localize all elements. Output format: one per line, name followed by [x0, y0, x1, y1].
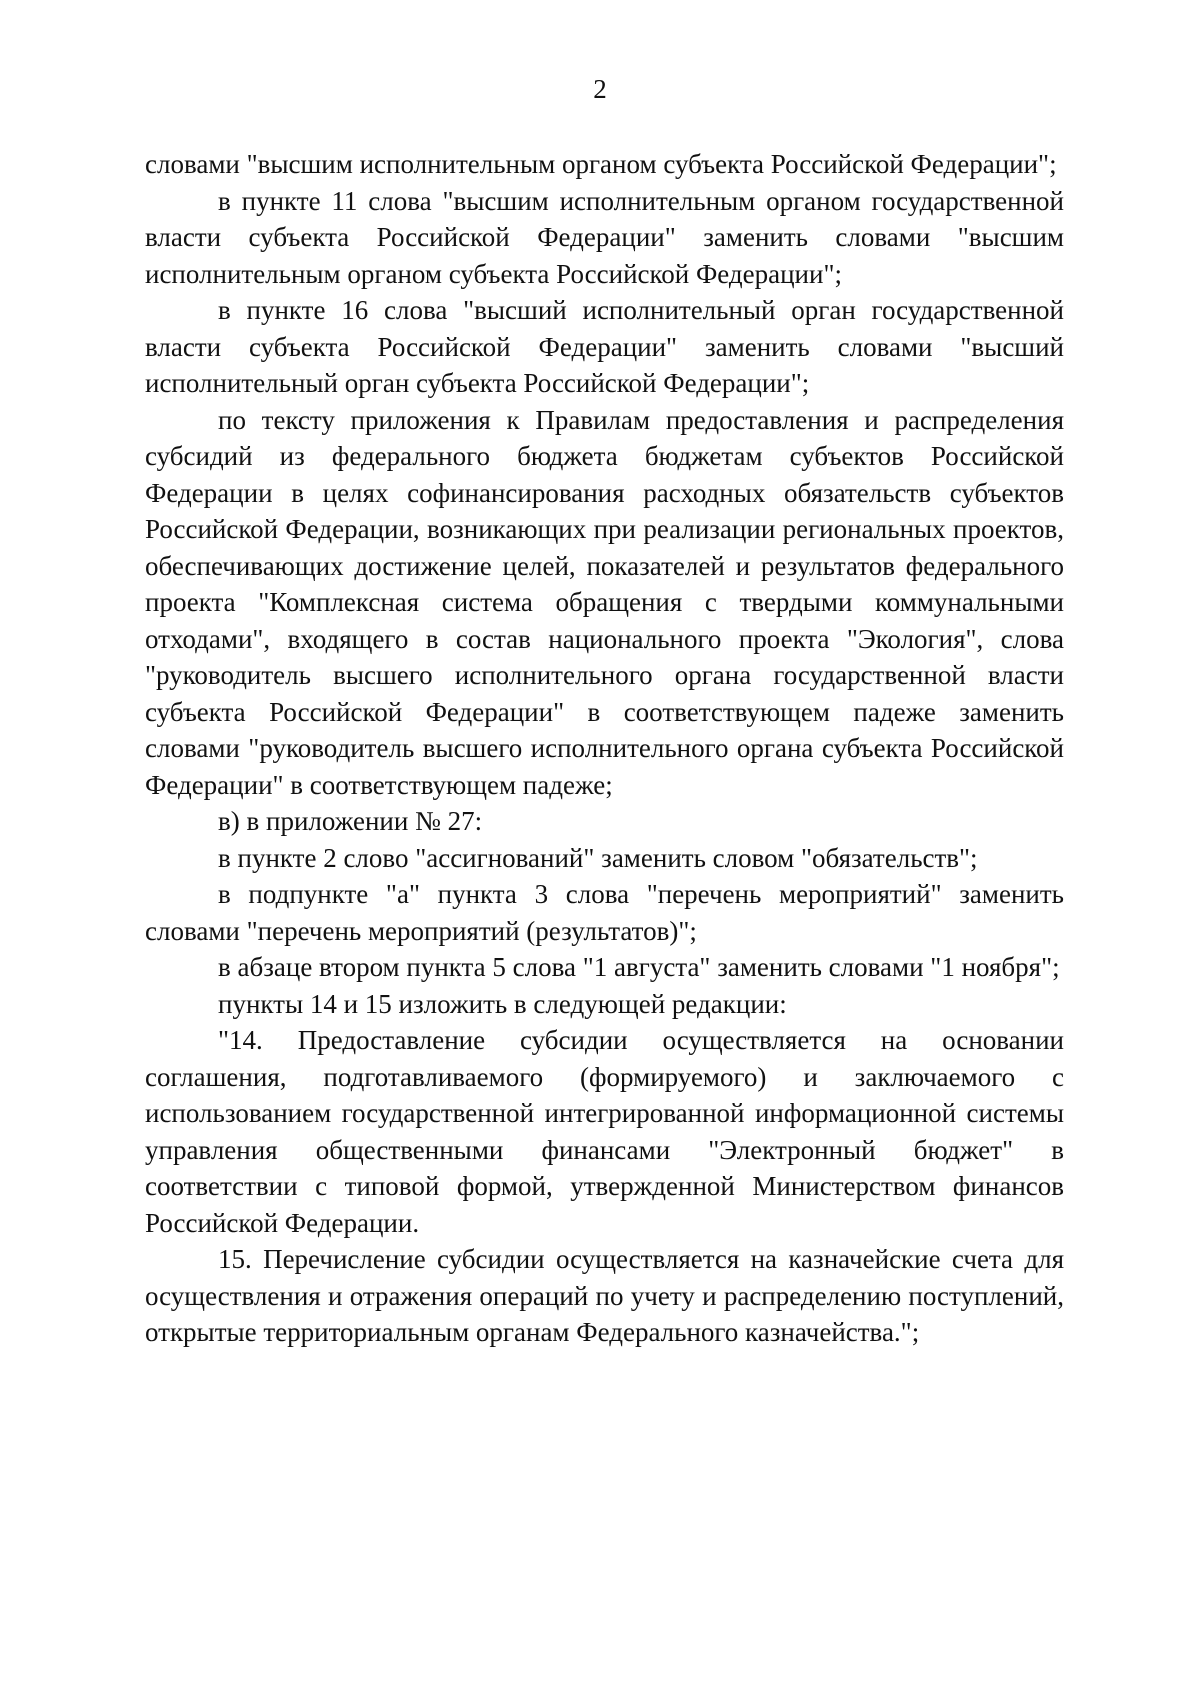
paragraph-points-14-15-intro: пункты 14 и 15 изложить в следующей редакции: — [218, 988, 787, 1019]
page-number: 2 — [593, 74, 607, 104]
paragraph-continuation: словами "высшим исполнительным органом субъекта Российской Федерации"; — [145, 149, 1057, 179]
paragraph-point-16: в пункте 16 слова "высший исполнительный орган государственной власти субъекта Российской Федерации" заменить словами "высший исполнительный орган субъекта Российской Федерации"; — [145, 295, 1064, 398]
paragraph-appendix-27: в) в приложении № 27: — [218, 806, 483, 836]
paragraph-point-15: 15. Перечисление субсидии осуществляется на казначейские счета для осуществления и отражения операций по учету и распределению поступлений, открытые территориальным органам Федерального казначейства."; — [145, 1244, 1064, 1347]
paragraph-point-5: в абзаце втором пункта 5 слова "1 августа" заменить словами "1 ноября"; — [218, 952, 1060, 982]
paragraph-point-11: в пункте 11 слова "высшим исполнительным органом государственной власти субъекта Российской Федерации" заменить словами "высшим исполнительным органом субъекта Российской Федерации"; — [145, 185, 1064, 289]
paragraph-subpoint-a: в подпункте "а" пункта 3 слова "перечень мероприятий" заменить словами "перечень мероприятий (результатов)"; — [145, 879, 1064, 946]
document-body — [145, 146, 1064, 1351]
paragraph-point-14: "14. Предоставление субсидии осуществляется на основании соглашения, подготавливаемого (формируемого) и заключаемого с использованием государственной интегрированной информационной системы управления общественными финансами "Электронный бюджет" в соответствии с типовой формой, утвержденной Министерством финансов Российской Федерации. — [145, 1025, 1064, 1238]
paragraph-appendix-text: по тексту приложения к Правилам предоставления и распределения субсидий из федерального бюджета бюджетам субъектов Российской Федерации в целях софинансирования расходных обязательств субъектов Российской Федерации, возникающих при реализации региональных проектов, обеспечивающих достижение целей, показателей и результатов федерального проекта "Комплексная система обращения с твердыми коммунальными отходами", входящего в состав национального проекта "Экология", слова "руководитель высшего исполнительного органа государственной власти субъекта Российской Федерации" в соответствующем падеже заменить словами "руководитель высшего исполнительного органа субъекта Российской Федерации" в соответствующем падеже; — [145, 404, 1064, 800]
paragraph-point-2: в пункте 2 слово "ассигнований" заменить словом "обязательств"; — [218, 842, 978, 873]
